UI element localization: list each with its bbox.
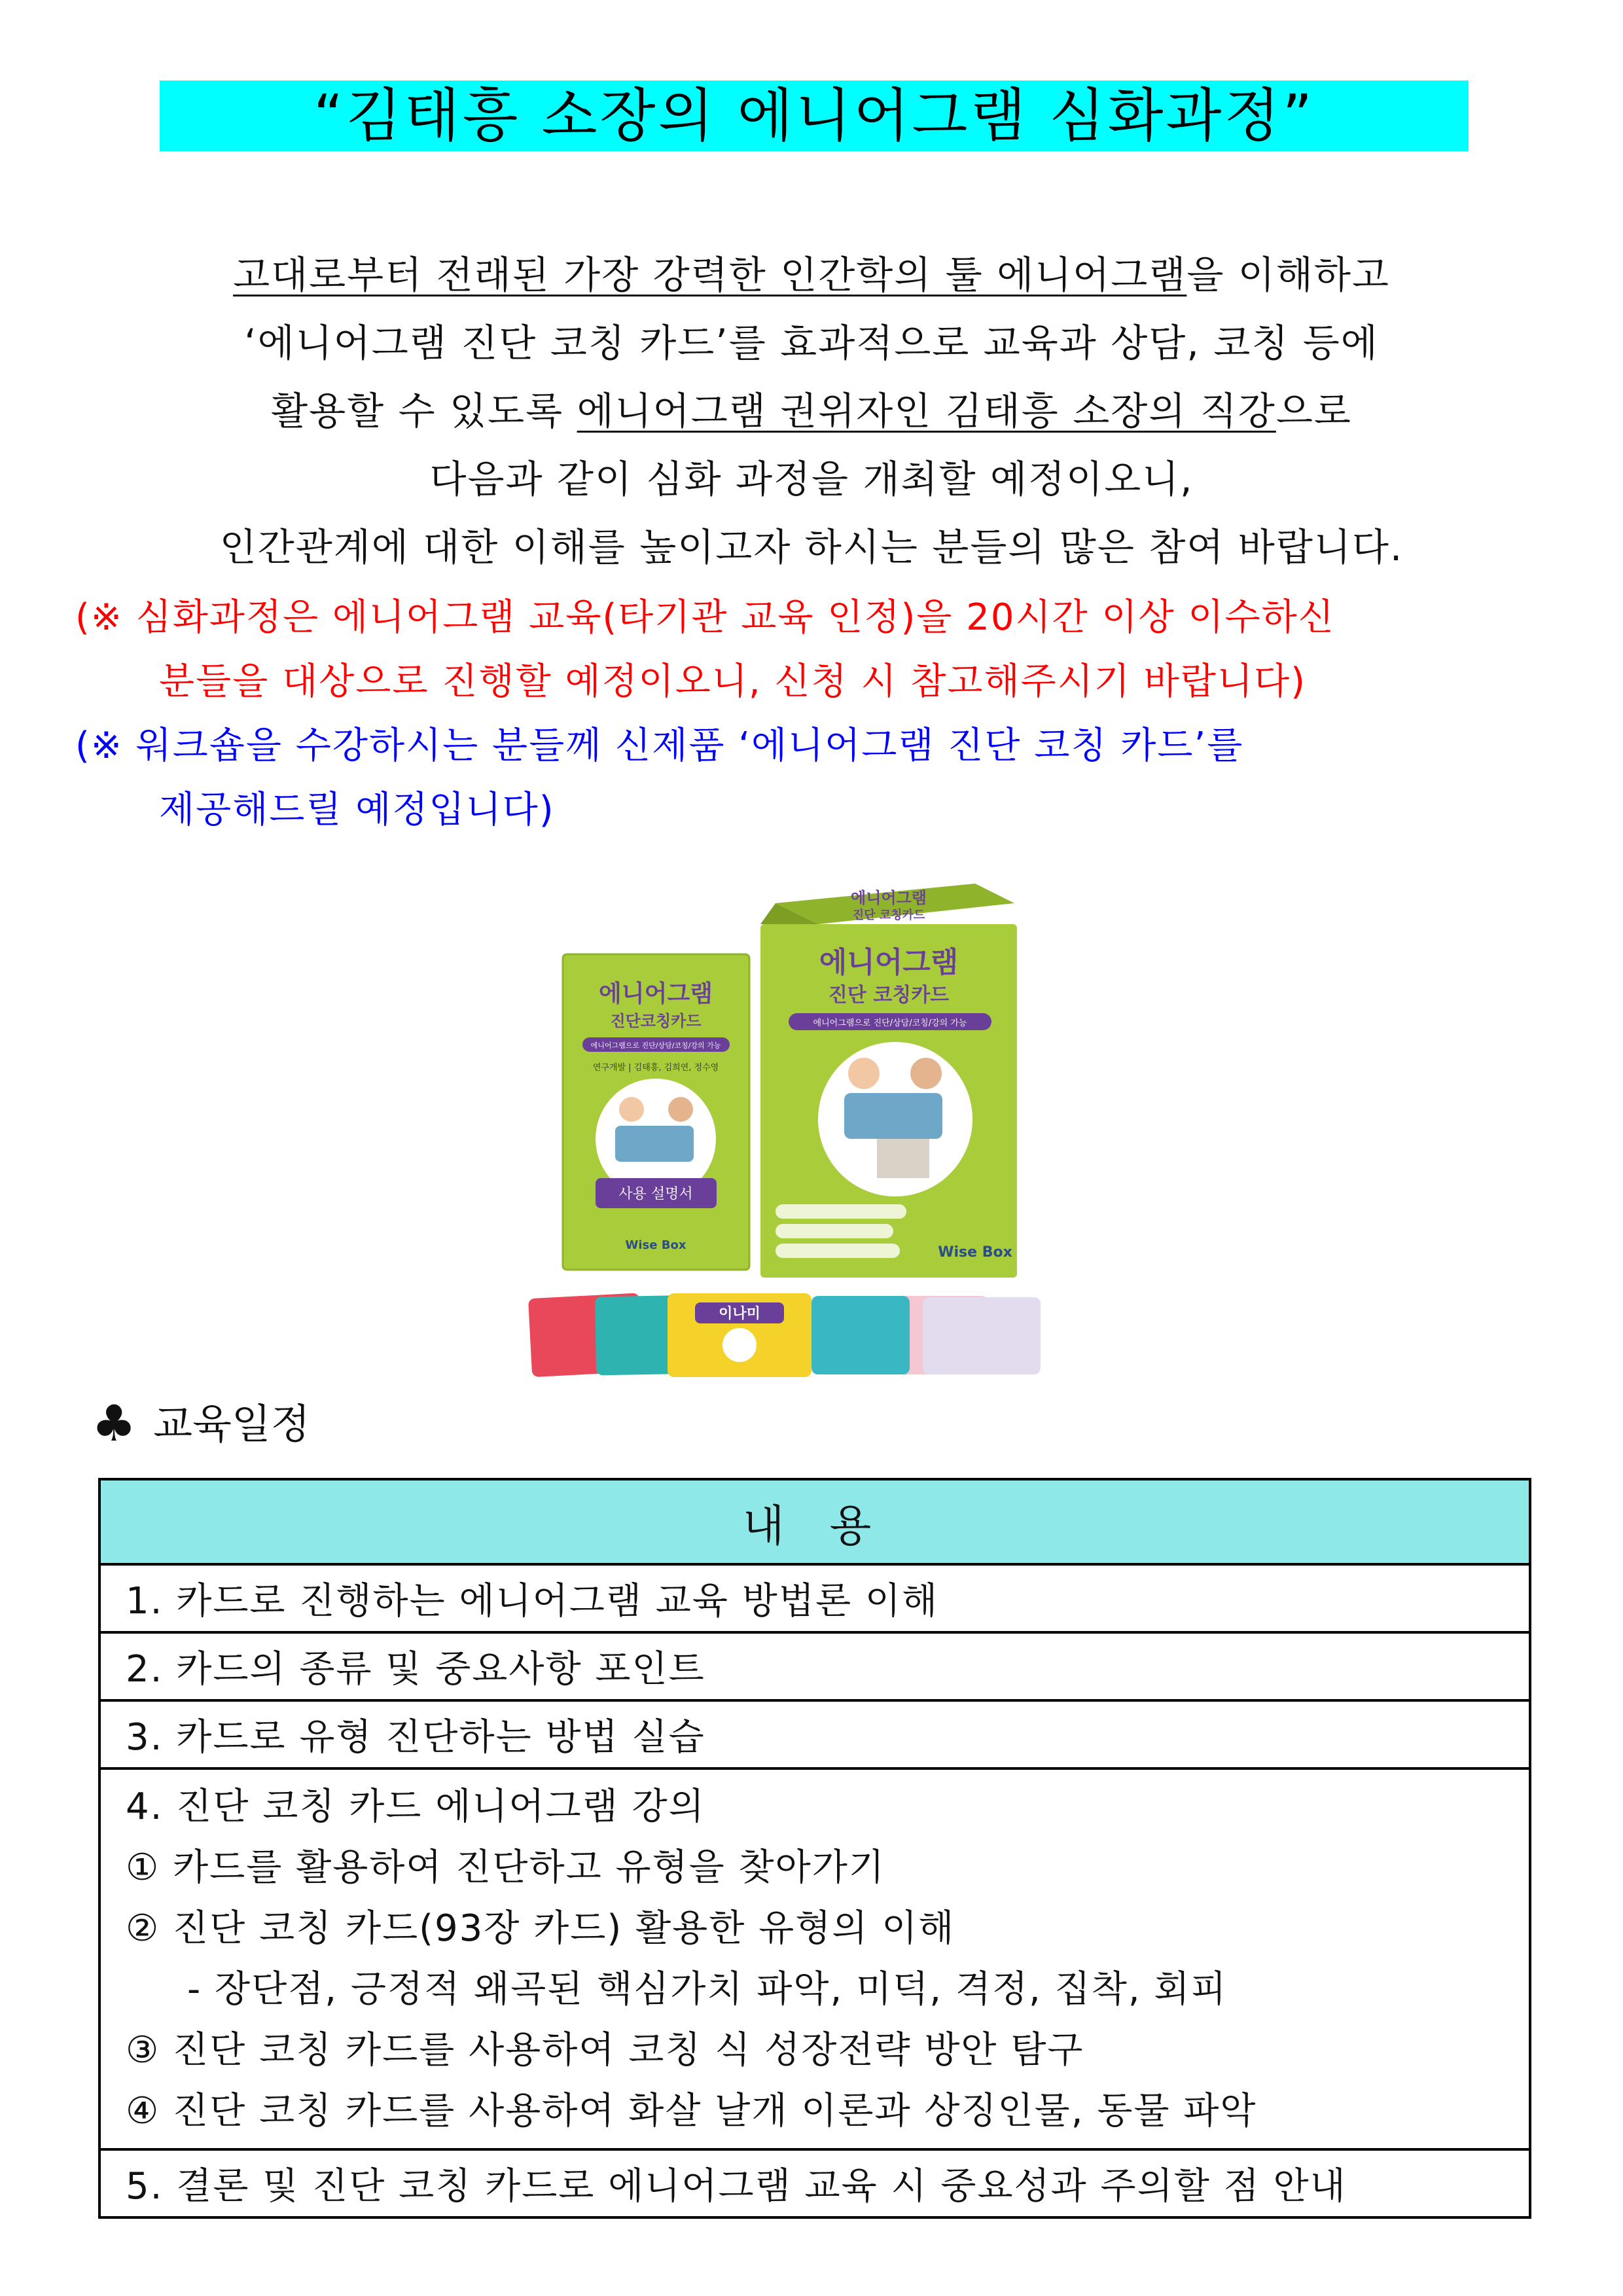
table-header-content: 내 용 (99, 1479, 1530, 1564)
intro-line-3-underlined: 에니어그램 권위자인 김태흥 소장의 직강 (577, 389, 1276, 433)
intro-line-5: 인간관계에 대한 이해를 높이고자 하시는 분들의 많은 참여 바랍니다. (219, 525, 1404, 569)
intro-line-3-start: 활용할 수 있도록 (271, 389, 577, 433)
intro-line-4: 다음과 같이 심화 과정을 개최할 예정이오니, (429, 457, 1194, 501)
box-subtitle: 에니어그램으로 진단/상담/코칭/강의 가능 (813, 1018, 967, 1028)
schedule-item-2: 2. 카드의 종류 및 중요사항 포인트 (99, 1632, 1530, 1700)
schedule-item-4-sub-4: ④ 진단 코칭 카드를 사용하여 화살 날개 이론과 상징인물, 동물 파악 (126, 2090, 1257, 2132)
club-suit-icon: ♣ (92, 1394, 137, 1452)
box-top-title-2: 진단 코칭카드 (852, 908, 925, 922)
product-manual (563, 954, 749, 1270)
note-red-line-1: (※ 심화과정은 에니어그램 교육(타기관 교육 인정)을 20시간 이상 이수하신 (75, 596, 1335, 639)
box-top-title-1: 에니어그램 (851, 889, 927, 907)
table-row (99, 1700, 1530, 1768)
intro-line-3-end: 으로 (1275, 389, 1352, 433)
manual-brand: Wise Box (625, 1238, 687, 1252)
intro-paragraph (52, 241, 1571, 581)
table-row (99, 1768, 1530, 2149)
fanned-cards (528, 1293, 1041, 1377)
box-title-1: 에니어그램 (819, 946, 959, 979)
schedule-item-4-sub-1: ① 카드를 활용하여 진단하고 유형을 찾아가기 (126, 1846, 885, 1889)
schedule-item-4-sub-2: ② 진단 코칭 카드(93장 카드) 활용한 유형의 이해 (126, 1907, 955, 1950)
note-blue-line-2: 제공해드릴 예정입니다) (159, 789, 555, 831)
product-box (760, 884, 1017, 1278)
schedule-item-5: 5. 결론 및 진단 코칭 카드로 에니어그램 교육 시 중요성과 주의할 점 안내 (99, 2149, 1530, 2217)
page-title: “김태흥 소장의 에니어그램 심화과정” (160, 81, 1469, 151)
intro-line-1 (52, 241, 1571, 309)
schedule-item-4-sub-3: ③ 진단 코칭 카드를 사용하여 코칭 식 성장전략 방안 탐구 (126, 2029, 1084, 2072)
schedule-heading (92, 1394, 310, 1452)
box-brand: Wise Box (938, 1244, 1012, 1261)
intro-line-1-underlined: 고대로부터 전래된 가장 강력한 인간학의 툴 에니어그램 (233, 253, 1187, 297)
schedule-item-4 (99, 1768, 1530, 2149)
schedule-item-4-title: 4. 진단 코칭 카드 에니어그램 강의 (126, 1785, 705, 1828)
intro-line-2: ‘에니어그램 진단 코칭 카드’를 효과적으로 교육과 상담, 코칭 등에 (244, 321, 1379, 365)
table-row (99, 1632, 1530, 1700)
note-red-line-2: 분들을 대상으로 진행할 예정이오니, 신청 시 참고해주시기 바랍니다) (159, 660, 1306, 703)
manual-title-1: 에니어그램 (599, 980, 713, 1007)
intro-line-1-rest: 을 이해하고 (1186, 253, 1390, 297)
manual-title-2: 진단코칭카드 (610, 1012, 702, 1030)
schedule-item-3: 3. 카드로 유형 진단하는 방법 실습 (99, 1700, 1530, 1768)
product-image (517, 877, 1060, 1381)
manual-subtitle: 에니어그램으로 진단/상담/코칭/강의 가능 (590, 1041, 721, 1050)
intro-line-3 (52, 377, 1571, 445)
schedule-table (98, 1478, 1531, 2219)
table-row (99, 1564, 1530, 1632)
box-title-2: 진단 코칭카드 (828, 984, 950, 1007)
schedule-item-4-sub-2-detail: - 장단점, 긍정적 왜곡된 핵심가치 파악, 미덕, 격정, 집착, 회피 (187, 1968, 1228, 2011)
schedule-item-1: 1. 카드로 진행하는 에니어그램 교육 방법론 이해 (99, 1564, 1530, 1632)
table-header-row (99, 1479, 1530, 1564)
manual-authors: 연구개발 | 김태흥, 김희연, 정수영 (592, 1063, 719, 1073)
schedule-heading-label: 교육일정 (153, 1400, 310, 1448)
manual-badge: 사용 설명서 (618, 1186, 693, 1202)
note-blue-line-1: (※ 워크숍을 수강하시는 분들께 신제품 ‘에니어그램 진단 코칭 카드’를 (75, 725, 1244, 767)
card-label: 이나미 (719, 1306, 760, 1322)
table-row (99, 2149, 1530, 2217)
product-illustration (517, 877, 1060, 1381)
